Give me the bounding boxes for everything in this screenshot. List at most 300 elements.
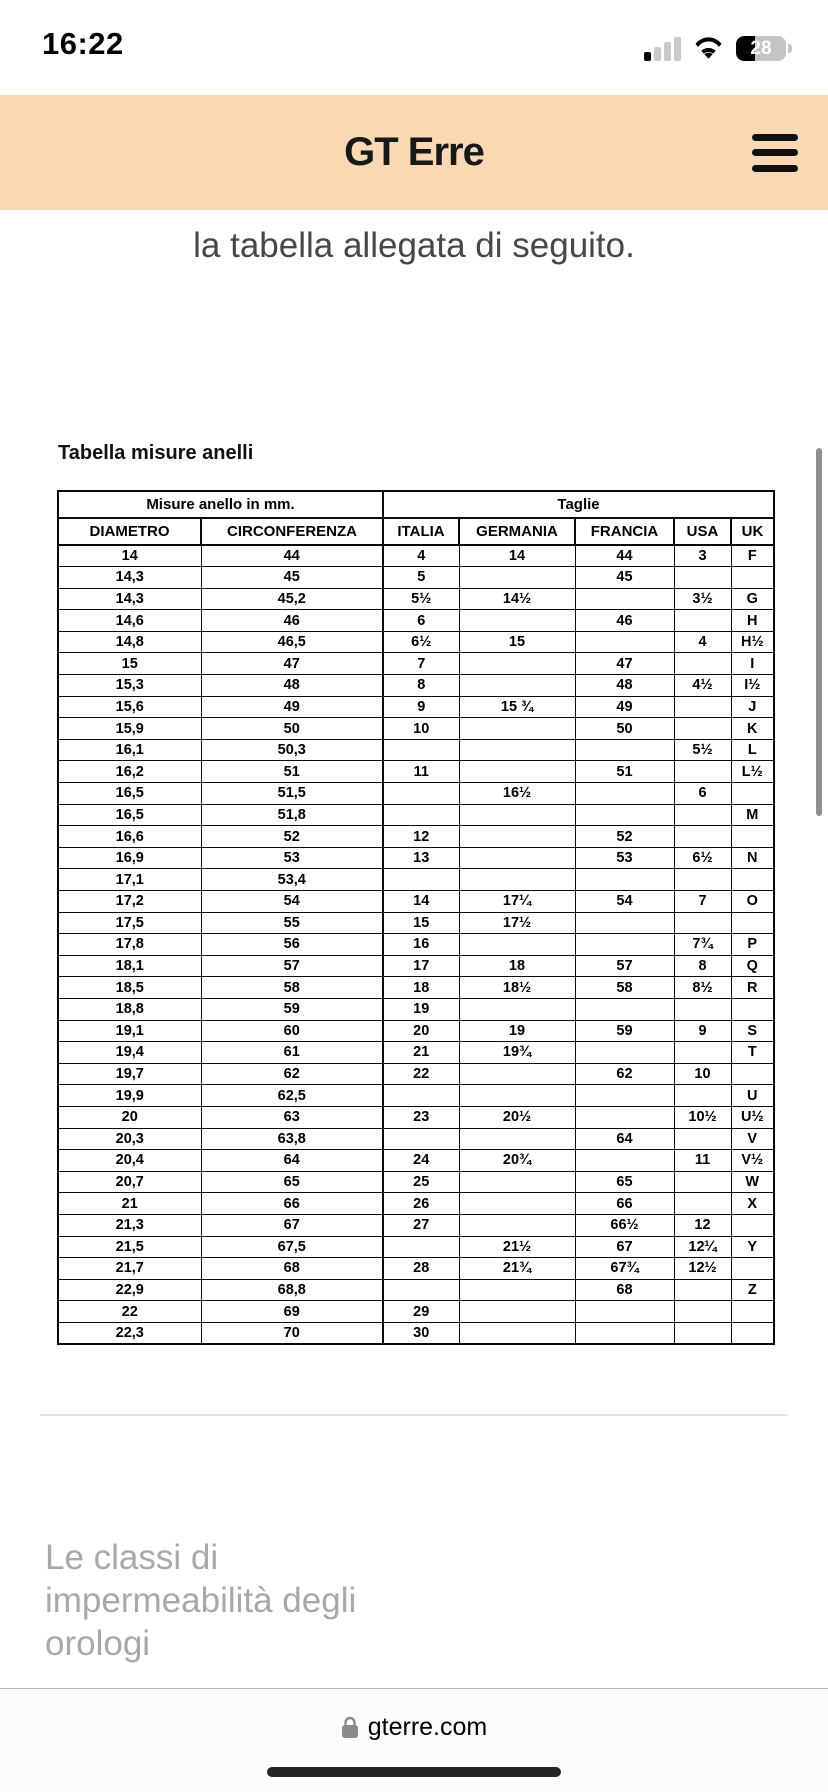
table-cell: 68,8 (201, 1279, 383, 1301)
table-cell: 46,5 (201, 631, 383, 653)
table-cell: 70 (201, 1322, 383, 1344)
table-cell (674, 869, 731, 891)
table-cell: 26 (383, 1193, 459, 1215)
table-cell: 20,3 (58, 1128, 201, 1150)
table-cell: Y (731, 1236, 774, 1258)
table-cell: V (731, 1128, 774, 1150)
table-cell (383, 869, 459, 891)
table-cell: N (731, 847, 774, 869)
table-cell (459, 610, 575, 632)
table-cell: 6½ (383, 631, 459, 653)
table-cell: 63,8 (201, 1128, 383, 1150)
table-cell: 11 (674, 1150, 731, 1172)
table-cell (459, 567, 575, 589)
table-cell (575, 1301, 674, 1323)
table-cell (459, 869, 575, 891)
table-cell: 14,3 (58, 567, 201, 589)
table-cell (674, 1322, 731, 1344)
table-cell: 48 (201, 675, 383, 697)
table-cell (731, 1258, 774, 1280)
table-row (58, 826, 774, 848)
table-cell: 12¼ (674, 1236, 731, 1258)
table-cell (575, 588, 674, 610)
table-cell: 19,1 (58, 1020, 201, 1042)
table-cell (459, 739, 575, 761)
table-cell (459, 826, 575, 848)
table-cell (674, 696, 731, 718)
scrollbar-thumb[interactable] (816, 448, 822, 816)
table-cell: 17,1 (58, 869, 201, 891)
table-cell (674, 826, 731, 848)
table-cell: 51 (575, 761, 674, 783)
table-row (58, 804, 774, 826)
table-head (58, 491, 774, 545)
table-cell: 64 (201, 1150, 383, 1172)
table-cell: 55 (201, 912, 383, 934)
table-row (58, 1020, 774, 1042)
table-cell: 16,9 (58, 847, 201, 869)
table-cell: K (731, 718, 774, 740)
table-cell: 59 (201, 998, 383, 1020)
table-cell: 46 (201, 610, 383, 632)
table-cell: W (731, 1171, 774, 1193)
table-cell: 21,7 (58, 1258, 201, 1280)
table-cell: 3 (674, 545, 731, 567)
table-cell (575, 631, 674, 653)
table-cell (731, 826, 774, 848)
table-cell (459, 998, 575, 1020)
table-cell: 66 (201, 1193, 383, 1215)
table-cell: 8 (383, 675, 459, 697)
table-cell: 52 (575, 826, 674, 848)
table-cell (674, 761, 731, 783)
table-cell: I½ (731, 675, 774, 697)
table-row (58, 955, 774, 977)
table-cell (674, 1279, 731, 1301)
table-cell: 10 (674, 1063, 731, 1085)
table-row (58, 783, 774, 805)
table-cell: 54 (201, 891, 383, 913)
table-cell: 65 (201, 1171, 383, 1193)
table-cell: 63 (201, 1106, 383, 1128)
table-cell: 62 (575, 1063, 674, 1085)
table-cell: 10 (383, 718, 459, 740)
table-cell (731, 567, 774, 589)
table-cell: 15,3 (58, 675, 201, 697)
table-cell: 64 (575, 1128, 674, 1150)
table-cell: 44 (575, 545, 674, 567)
table-cell: 67 (575, 1236, 674, 1258)
table-row (58, 1279, 774, 1301)
table-cell (459, 1128, 575, 1150)
table-cell: 19¾ (459, 1042, 575, 1064)
table-cell: 52 (201, 826, 383, 848)
table-cell (575, 739, 674, 761)
table-cell: 68 (575, 1279, 674, 1301)
table-cell (459, 1063, 575, 1085)
table-cell: 16,5 (58, 804, 201, 826)
table-row (58, 998, 774, 1020)
table-cell (459, 804, 575, 826)
table-cell (575, 869, 674, 891)
table-row (58, 1171, 774, 1193)
table-cell: 14 (459, 545, 575, 567)
table-cell: 53 (201, 847, 383, 869)
table-cell (459, 1322, 575, 1344)
table-cell: 19,9 (58, 1085, 201, 1107)
column-header-cell: DIAMETRO (58, 518, 201, 545)
table-cell: 14½ (459, 588, 575, 610)
table-cell: 62 (201, 1063, 383, 1085)
table-row (58, 761, 774, 783)
table-row (58, 1150, 774, 1172)
table-cell: 14,3 (58, 588, 201, 610)
table-row (58, 912, 774, 934)
table-cell: 21,5 (58, 1236, 201, 1258)
table-cell (459, 1085, 575, 1107)
section-divider (40, 1414, 788, 1416)
table-cell (383, 739, 459, 761)
column-header-cell: GERMANIA (459, 518, 575, 545)
table-cell: 53 (575, 847, 674, 869)
table-cell (674, 610, 731, 632)
table-cell (459, 1279, 575, 1301)
table-cell: 48 (575, 675, 674, 697)
table-cell: 22,9 (58, 1279, 201, 1301)
table-cell: 47 (201, 653, 383, 675)
table-cell: 15,6 (58, 696, 201, 718)
table-cell: 15 (459, 631, 575, 653)
table-cell: 6 (674, 783, 731, 805)
table-row (58, 739, 774, 761)
table-cell: 24 (383, 1150, 459, 1172)
table-cell: 27 (383, 1214, 459, 1236)
intro-text: la tabella allegata di seguito. (193, 226, 635, 265)
table-row (58, 1236, 774, 1258)
table-cell: 12 (383, 826, 459, 848)
table-cell: 22 (383, 1063, 459, 1085)
table-cell (459, 675, 575, 697)
table-cell: Z (731, 1279, 774, 1301)
table-cell: 53,4 (201, 869, 383, 891)
table-cell: 65 (575, 1171, 674, 1193)
table-cell: 18,8 (58, 998, 201, 1020)
table-cell: 14,8 (58, 631, 201, 653)
table-cell: 50 (575, 718, 674, 740)
table-cell: 19,7 (58, 1063, 201, 1085)
table-row (58, 1085, 774, 1107)
table-cell: 17,8 (58, 934, 201, 956)
table-row (58, 675, 774, 697)
table-cell: 14,6 (58, 610, 201, 632)
table-cell (459, 718, 575, 740)
table-cell: 16½ (459, 783, 575, 805)
table-cell: 17¼ (459, 891, 575, 913)
table-cell: 68 (201, 1258, 383, 1280)
ring-size-table (57, 490, 775, 1345)
table-cell: 20 (383, 1020, 459, 1042)
table-cell: 46 (575, 610, 674, 632)
table-cell: 58 (201, 977, 383, 999)
table-cell (383, 1085, 459, 1107)
table-cell: H½ (731, 631, 774, 653)
table-cell: 19 (383, 998, 459, 1020)
table-cell: 12 (674, 1214, 731, 1236)
table-row (58, 1128, 774, 1150)
table-cell: 21 (58, 1193, 201, 1215)
table-cell: 66½ (575, 1214, 674, 1236)
table-cell: 11 (383, 761, 459, 783)
table-cell: 51 (201, 761, 383, 783)
table-cell: 17,5 (58, 912, 201, 934)
table-cell: 18,5 (58, 977, 201, 999)
table-row (58, 891, 774, 913)
table-cell: L (731, 739, 774, 761)
column-header-cell: USA (674, 518, 731, 545)
table-cell: 57 (575, 955, 674, 977)
table-cell: 18½ (459, 977, 575, 999)
table-row (58, 1322, 774, 1344)
table-cell: 51,8 (201, 804, 383, 826)
table-cell: 58 (575, 977, 674, 999)
table-cell (575, 934, 674, 956)
table-cell: G (731, 588, 774, 610)
table-cell (459, 934, 575, 956)
table-cell: I (731, 653, 774, 675)
table-cell: 21 (383, 1042, 459, 1064)
table-cell: 25 (383, 1171, 459, 1193)
table-cell (674, 1042, 731, 1064)
table-cell (383, 1128, 459, 1150)
table-cell: 8 (674, 955, 731, 977)
table-cell: 16,5 (58, 783, 201, 805)
table-cell (731, 1322, 774, 1344)
table-cell (674, 998, 731, 1020)
table-cell: 20 (58, 1106, 201, 1128)
table-cell: 50 (201, 718, 383, 740)
column-header-row (58, 518, 774, 545)
table-row (58, 1106, 774, 1128)
table-cell: H (731, 610, 774, 632)
table-cell: 10½ (674, 1106, 731, 1128)
next-article-link[interactable]: Le classi di impermeabilità degli orologi (45, 1538, 357, 1663)
table-cell: 17,2 (58, 891, 201, 913)
table-cell: 23 (383, 1106, 459, 1128)
status-bar (0, 0, 828, 94)
table-row (58, 934, 774, 956)
table-cell (383, 783, 459, 805)
table-cell: 67 (201, 1214, 383, 1236)
table-row (58, 869, 774, 891)
table-cell: P (731, 934, 774, 956)
table-cell: 20,7 (58, 1171, 201, 1193)
table-cell: 4 (383, 545, 459, 567)
table-cell (575, 1085, 674, 1107)
table-row (58, 847, 774, 869)
table-cell: 28 (383, 1258, 459, 1280)
table-cell: 7 (674, 891, 731, 913)
table-body (58, 545, 774, 1344)
column-header-cell: CIRCONFERENZA (201, 518, 383, 545)
table-cell: 60 (201, 1020, 383, 1042)
table-cell: 18 (459, 955, 575, 977)
table-cell (674, 1301, 731, 1323)
group-header-cell: Misure anello in mm. (58, 491, 383, 518)
table-cell: 16 (383, 934, 459, 956)
table-cell: 66 (575, 1193, 674, 1215)
table-cell (459, 653, 575, 675)
table-cell (383, 1236, 459, 1258)
table-cell (459, 761, 575, 783)
table-cell: 16,1 (58, 739, 201, 761)
table-cell (674, 912, 731, 934)
table-cell: 47 (575, 653, 674, 675)
table-cell: 15 ¾ (459, 696, 575, 718)
table-cell (674, 1171, 731, 1193)
lock-icon (341, 1716, 359, 1739)
table-row (58, 631, 774, 653)
table-cell (459, 847, 575, 869)
table-cell: 20,4 (58, 1150, 201, 1172)
table-cell: 17½ (459, 912, 575, 934)
table-cell (731, 1063, 774, 1085)
table-cell (575, 804, 674, 826)
home-indicator[interactable] (267, 1767, 561, 1777)
table-cell: V½ (731, 1150, 774, 1172)
table-cell: O (731, 891, 774, 913)
table-cell (459, 1171, 575, 1193)
table-row (58, 977, 774, 999)
table-cell: 21,3 (58, 1214, 201, 1236)
table-cell: Q (731, 955, 774, 977)
table-cell: 44 (201, 545, 383, 567)
column-header-cell: ITALIA (383, 518, 459, 545)
address-bar[interactable] (0, 1713, 828, 1742)
status-time: 16:22 (42, 26, 124, 61)
table-cell: 62,5 (201, 1085, 383, 1107)
table-row (58, 718, 774, 740)
table-cell: 5 (383, 567, 459, 589)
table-cell: T (731, 1042, 774, 1064)
table-cell: X (731, 1193, 774, 1215)
table-cell (575, 1106, 674, 1128)
table-cell: 45,2 (201, 588, 383, 610)
url-text: gterre.com (367, 1713, 488, 1741)
table-cell: 17 (383, 955, 459, 977)
column-header-cell: UK (731, 518, 774, 545)
table-cell: 5½ (383, 588, 459, 610)
table-cell: 7¾ (674, 934, 731, 956)
table-cell (575, 912, 674, 934)
table-cell (731, 1214, 774, 1236)
table-cell (731, 869, 774, 891)
table-cell: L½ (731, 761, 774, 783)
table-cell (575, 1150, 674, 1172)
table-row (58, 1042, 774, 1064)
table-cell (674, 1193, 731, 1215)
table-cell: 5½ (674, 739, 731, 761)
table-cell: 29 (383, 1301, 459, 1323)
table-caption: Tabella misure anelli (58, 442, 254, 464)
table-cell: 14 (383, 891, 459, 913)
table-cell: 19 (459, 1020, 575, 1042)
cellular-signal-icon (644, 37, 681, 61)
table-cell: 51,5 (201, 783, 383, 805)
table-row (58, 1063, 774, 1085)
table-cell: 20¾ (459, 1150, 575, 1172)
table-cell: 49 (201, 696, 383, 718)
table-cell: 16,6 (58, 826, 201, 848)
table-cell (383, 804, 459, 826)
table-row (58, 1193, 774, 1215)
table-cell: 7 (383, 653, 459, 675)
table-cell: 61 (201, 1042, 383, 1064)
table-cell: 9 (674, 1020, 731, 1042)
table-cell: 14 (58, 545, 201, 567)
table-cell: 22 (58, 1301, 201, 1323)
table-cell (575, 783, 674, 805)
table-cell (674, 1085, 731, 1107)
table-cell: 22,3 (58, 1322, 201, 1344)
table-cell (674, 653, 731, 675)
table-cell (459, 1193, 575, 1215)
table-cell: 15 (383, 912, 459, 934)
table-cell: U½ (731, 1106, 774, 1128)
table-cell: 13 (383, 847, 459, 869)
table-cell: 9 (383, 696, 459, 718)
table-cell: 4½ (674, 675, 731, 697)
table-cell (731, 783, 774, 805)
table-cell: 15,9 (58, 718, 201, 740)
group-header-cell: Taglie (383, 491, 774, 518)
table-cell: 56 (201, 934, 383, 956)
table-cell (575, 1322, 674, 1344)
table-row (58, 1258, 774, 1280)
table-cell: 6 (383, 610, 459, 632)
table-cell: U (731, 1085, 774, 1107)
table-cell: 21¾ (459, 1258, 575, 1280)
group-header-row (58, 491, 774, 518)
table-row (58, 1214, 774, 1236)
table-cell: 57 (201, 955, 383, 977)
table-cell: 15 (58, 653, 201, 675)
table-cell: R (731, 977, 774, 999)
hamburger-menu-icon[interactable] (752, 134, 798, 172)
table-cell: 6½ (674, 847, 731, 869)
table-cell: 3½ (674, 588, 731, 610)
table-row (58, 696, 774, 718)
table-cell: 45 (201, 567, 383, 589)
table-cell: 19,4 (58, 1042, 201, 1064)
table-cell (459, 1214, 575, 1236)
browser-bottom-bar (0, 1688, 828, 1792)
table-cell (731, 1301, 774, 1323)
table-cell (383, 1279, 459, 1301)
table-cell: 45 (575, 567, 674, 589)
table-cell: 12½ (674, 1258, 731, 1280)
table-cell: 67,5 (201, 1236, 383, 1258)
table-cell (674, 567, 731, 589)
table-cell: 20½ (459, 1106, 575, 1128)
table-cell: 18 (383, 977, 459, 999)
wifi-icon (693, 37, 724, 61)
table-row (58, 653, 774, 675)
table-cell (459, 1301, 575, 1323)
status-icons (644, 36, 792, 61)
table-cell: 69 (201, 1301, 383, 1323)
table-cell: 4 (674, 631, 731, 653)
battery-icon (736, 36, 792, 61)
